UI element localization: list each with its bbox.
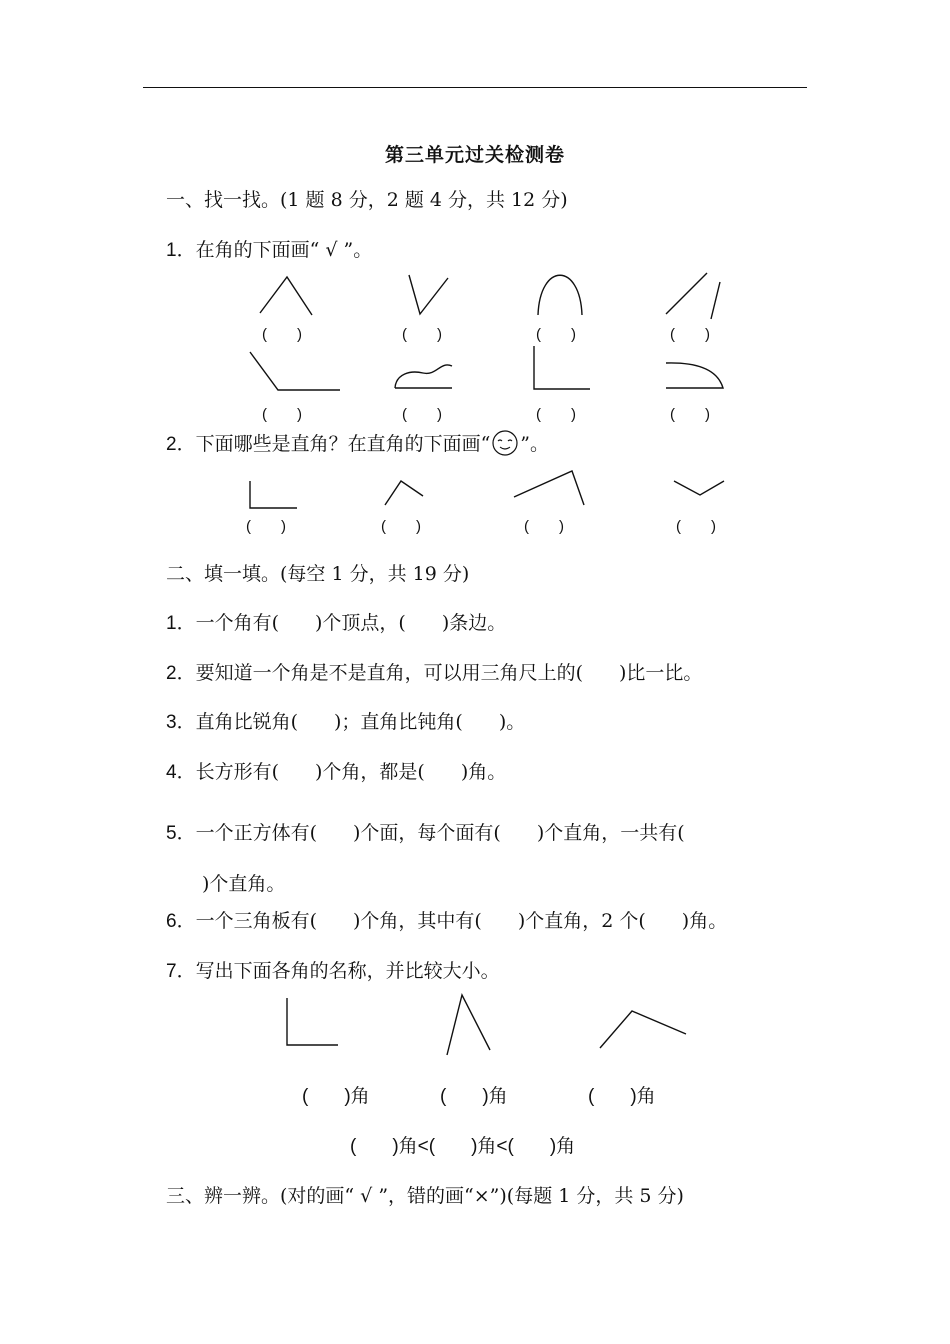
text-part: (: [350, 1136, 357, 1157]
text-part: 一个正方体有(: [195, 822, 317, 844]
text-part: )角<(: [471, 1136, 514, 1157]
text-part: )；直角比钝角(: [334, 711, 463, 733]
angle-name-2: [440, 1084, 508, 1110]
question-2-4: [166, 759, 506, 786]
figure-angle-1: [260, 277, 312, 315]
paren-open: (: [588, 1086, 595, 1107]
question-text: 下面哪些是直角？在直角的下面画“: [195, 433, 491, 455]
header-rule: [143, 87, 807, 88]
answer-paren-2: ( ): [402, 326, 442, 343]
text-part: 长方形有(: [195, 761, 279, 783]
question-1-1: [166, 237, 372, 264]
smiley-face-icon: [490, 430, 520, 456]
question-number: 1．: [166, 613, 196, 634]
question-2-7: [166, 958, 500, 985]
question-number: 5．: [166, 823, 196, 844]
text-part: 要知道一个角是不是直角，可以用三角尺上的(: [195, 662, 583, 684]
question-number: 2．: [166, 663, 196, 684]
figure-curve-line: [395, 365, 452, 388]
answer-paren-8: ( ): [670, 406, 710, 423]
text-part: 一个三角板有(: [195, 910, 317, 932]
question-number: 4．: [166, 762, 196, 783]
figure-q2-obtuse: [514, 471, 584, 505]
answer-paren-3: ( ): [536, 326, 576, 343]
text-part: )个直角，一共有(: [536, 822, 685, 844]
text-part: )角: [549, 1136, 576, 1157]
page-title: 第三单元过关检测卷: [384, 144, 565, 166]
text-part: )角<(: [392, 1136, 436, 1157]
angle-name-1: [302, 1084, 370, 1110]
figure-q2-acute: [385, 481, 423, 505]
question-2-5: [166, 808, 811, 909]
figure-right-angle: [534, 346, 590, 389]
text-part: )个顶点，(: [315, 612, 406, 634]
paren-open: (: [302, 1086, 309, 1107]
paren-close: )角: [630, 1086, 656, 1107]
figure-open-v: [409, 275, 448, 314]
text-part: )。: [498, 711, 526, 733]
question-number: 3．: [166, 712, 196, 733]
angle-name-3: [588, 1084, 656, 1110]
answer-paren-11: ( ): [524, 518, 564, 535]
text-part: )个角，其中有(: [353, 910, 482, 932]
text-part: 直角比锐角(: [195, 711, 298, 733]
question-number: 6．: [166, 911, 196, 932]
answer-paren-12: ( ): [676, 518, 716, 535]
paren-open: (: [440, 1086, 447, 1107]
figure-q7-right-angle: [287, 998, 338, 1045]
section-1-heading: 一、找一找。(1 题 8 分，2 题 4 分，共 12 分): [166, 189, 568, 211]
question-text-end: ”。: [520, 433, 550, 455]
figure-half-arc: [666, 363, 723, 388]
figure-separate-line-b: [711, 282, 720, 319]
question-2-3: [166, 709, 525, 736]
figure-arc: [538, 275, 582, 315]
text-part: )比一比。: [619, 662, 703, 684]
answer-paren-7: ( ): [536, 406, 576, 423]
text-part: )个面，每个面有(: [353, 822, 501, 844]
answer-paren-1: ( ): [262, 326, 302, 343]
answer-paren-6: ( ): [402, 406, 442, 423]
figure-obtuse-angle: [250, 352, 340, 390]
question-2-1: [166, 610, 506, 637]
question-number: 1．: [166, 240, 196, 261]
text-part: )个直角，2 个(: [517, 910, 646, 932]
text-part: )个角，都是(: [315, 761, 425, 783]
question-text: 在角的下面画“ √ ”。: [195, 239, 373, 261]
section-3-heading: 三、辨一辨。(对的画“ √ ”，错的画“×”)(每题 1 分，共 5 分): [166, 1185, 684, 1207]
figure-q2-right-angle: [250, 481, 297, 508]
text-part: 一个角有(: [195, 612, 279, 634]
question-text: 写出下面各角的名称，并比较大小。: [195, 960, 500, 982]
question-number: 7．: [166, 961, 196, 982]
text-part: )角。: [460, 761, 507, 783]
paren-close: )角: [482, 1086, 508, 1107]
text-part: )条边。: [441, 612, 507, 634]
text-part: )角。: [681, 910, 728, 932]
figure-q7-acute: [447, 995, 490, 1055]
paren-close: )角: [344, 1086, 370, 1107]
answer-paren-4: ( ): [670, 326, 710, 343]
answer-paren-5: ( ): [262, 406, 302, 423]
question-number: 2．: [166, 434, 196, 455]
figure-separate-line-a: [666, 273, 707, 314]
question-2-2: [166, 660, 702, 687]
question-2-6: [166, 908, 727, 935]
figure-q2-v: [674, 481, 724, 495]
answer-paren-10: ( ): [381, 518, 421, 535]
answer-paren-9: ( ): [246, 518, 286, 535]
figure-q7-obtuse: [600, 1011, 686, 1048]
text-part: )个直角。: [202, 873, 286, 895]
section-2-heading: 二、填一填。(每空 1 分，共 19 分): [166, 563, 470, 585]
angle-comparison: [350, 1134, 575, 1160]
question-1-2: [166, 430, 549, 458]
